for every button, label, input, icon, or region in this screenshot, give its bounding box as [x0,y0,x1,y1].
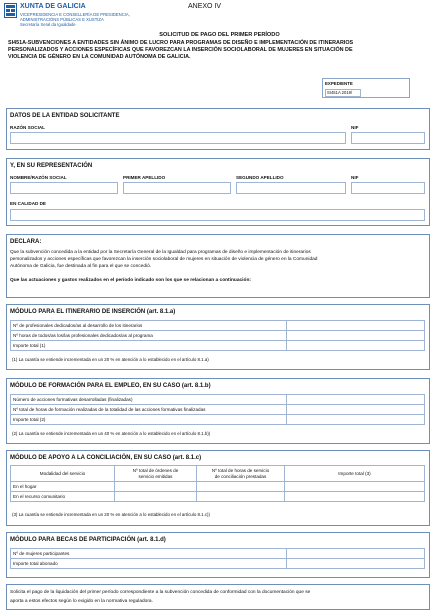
col-header-ordenes [115,466,197,482]
rep-nif-field[interactable] [351,182,425,194]
declara-section [6,234,430,298]
segundo-apellido-field[interactable] [236,182,346,194]
table-row [11,559,425,569]
modulo-conciliacion-section [6,450,430,526]
row-label: Nº de mujeres participantes [11,549,287,559]
value-field[interactable] [287,405,425,415]
declara-line-1: Que la subvención concedida a la entidad por la Secretaría General de la Igualdad para programas de diseño e implementación de itinerarios [10,250,311,255]
table-row [11,492,425,502]
modulo-formacion-note: (2) La cuantía se entiende incrementada en un 40 % en atención a lo establecido en el artículo 8.1.b)) [12,431,211,436]
modulo-itinerario-note: (1) La cuantía se entiende incrementada en un 20 % en atención a lo establecido en el artículo 8.1.a) [12,357,209,362]
entity-heading: DATOS DE LA ENTIDAD SOLICITANTE [10,113,120,119]
declara-heading: DECLARA: [10,239,42,245]
table-row [11,331,425,341]
table-row [11,341,425,351]
col-header-horas [197,466,285,482]
table-row [11,482,425,492]
value-field[interactable] [115,492,197,502]
table-row [11,395,425,405]
row-label: Nº horas de todos/as los/las profesionales dedicados/as al programa [11,331,287,341]
expediente-box [322,78,410,98]
row-label: En el recurso comunitario [11,492,115,502]
value-field[interactable] [287,321,425,331]
dept-line-2: ADMINISTRACIÓNS PÚBLICAS E XUSTIZA [20,17,104,22]
page-title: SOLICITUD DE PAGO DEL PRIMER PERÍODO [159,32,280,38]
row-label: Importe total (2) [11,415,287,425]
modulo-formacion-section [6,378,430,444]
declara-line-3: Autónoma de Galicia, fue destinada al fin para el que se concedió. [10,264,152,269]
dept-line-3: Secretaría Xeral da Igualdade [20,22,76,27]
row-label: Nº total de horas de formación realizadas de la totalidad de las acciones formativas finalizadas [11,405,287,415]
value-field[interactable] [197,492,285,502]
segundo-apellido-label: SEGUNDO APELLIDO [236,175,284,180]
value-field[interactable] [287,331,425,341]
value-field[interactable] [197,482,285,492]
subtitle-line-1: SI451A-SUBVENCIONES A ENTIDADES SIN ÁNIMO DE LUCRO PARA PROGRAMAS DE DISEÑO E IMPLEMENTACIÓN DE ITINERARIOS [8,40,354,46]
razon-social-field[interactable] [10,132,346,144]
table-row [11,415,425,425]
declara-line-4: Que las actuaciones y gastos realizados en el período indicado son los que se relacionan a continuación: [10,278,251,283]
row-label: Nº de profesionales dedicados/as al desarrollo de los itinerarios [11,321,287,331]
modulo-itinerario-table [10,320,425,351]
subtitle-line-2: PERSONALIZADOS Y ACCIONES ESPECÍFICAS QUE FAVOREZCAN LA INSERCIÓN SOCIOLABORAL DE MUJERES EN SITUACIÓN DE [8,47,353,53]
declara-line-2: personalizados y acciones específicas que favorezcan la inserción sociolaboral de mujeres en situación de violencia de género en la Comunidad [10,257,318,262]
row-label: Importe total (1) [11,341,287,351]
value-field[interactable] [287,549,425,559]
expediente-label: EXPEDIENTE [325,81,353,86]
col-header-importe [285,466,425,482]
solicita-line-2: aporta a estos efectos según lo exigido en la normativa reguladora. [10,599,153,604]
representative-section [6,158,430,226]
col-header-modalidad [11,466,115,482]
dept-line-1: VICEPRESIDENCIA E CONSELLERÍA DE PRESIDENCIA, [20,12,130,17]
col-header-horas-line-2: de conciliación prestadas [214,473,267,479]
row-label: Importe total abonado [11,559,287,569]
modulo-conciliacion-table [10,465,425,502]
col-header-ordenes-line-1: Nº total de órdenes de [132,468,179,473]
modulo-becas-heading: MÓDULO PARA BECAS DE PARTICIPACIÓN (art. 8.1.d) [10,537,166,543]
modulo-itinerario-heading: MÓDULO PARA EL ITINERARIO DE INSERCIÓN (art. 8.1.a) [10,309,176,315]
razon-social-label: RAZÓN SOCIAL [10,125,45,130]
row-label: En el hogar [11,482,115,492]
en-calidad-label: EN CALIDAD DE [10,201,46,206]
modulo-itinerario-section [6,304,430,370]
col-header-modalidad-text: Modalidad del servicio [39,471,86,476]
entity-section [6,108,430,150]
nombre-label: NOMBRE/RAZÓN SOCIAL [10,175,67,180]
table-header-row [11,466,425,482]
value-field[interactable] [287,341,425,351]
value-field[interactable] [115,482,197,492]
table-row [11,405,425,415]
expediente-value[interactable]: SI451A 2019/ [325,89,361,97]
rep-nif-label: NIF [351,175,359,180]
value-field[interactable] [287,415,425,425]
modulo-formacion-heading: MÓDULO DE FORMACIÓN PARA EL EMPLEO, EN SU CASO (art. 8.1.b) [10,383,211,389]
en-calidad-field[interactable] [10,209,425,221]
value-field[interactable] [285,482,425,492]
modulo-conciliacion-note: (3) La cuantía se entiende incrementada en un 20 % en atención a lo establecido en el artículo 8.1.c)) [12,512,210,517]
col-header-importe-text: Importe total (3) [338,471,371,476]
solicita-section [6,584,430,610]
table-row [11,549,425,559]
col-header-horas-line-1: Nº total de horas de servicio [211,468,270,473]
value-field[interactable] [285,492,425,502]
xunta-logo [4,3,17,18]
value-field[interactable] [287,559,425,569]
xunta-shield-icon [4,3,17,18]
primer-apellido-field[interactable] [123,182,231,194]
modulo-formacion-table [10,394,425,425]
solicita-line-1: Solicita el pago de la liquidación del primer período correspondiente a la subvención concedida de conformidad con la documentación que se [10,590,311,595]
table-row [11,321,425,331]
modulo-conciliacion-heading: MÓDULO DE APOYO A LA CONCILIACIÓN, EN SU CASO (art. 8.1.c) [10,455,202,461]
col-header-ordenes-line-2: servicio emitidas [138,473,173,479]
modulo-becas-section [6,532,430,578]
subtitle-line-3: VIOLENCIA DE GÉNERO EN LA COMUNIDAD AUTÓNOMA DE GALICIA. [8,54,191,60]
nif-label: NIF [351,125,359,130]
primer-apellido-label: PRIMER APELLIDO [123,175,166,180]
modulo-becas-table [10,548,425,569]
org-name: XUNTA DE GALICIA [20,3,86,10]
nombre-field[interactable] [10,182,118,194]
representative-heading: Y, EN SU REPRESENTACIÓN [10,163,93,169]
row-label: Número de acciones formativas desarrolladas (finalizadas) [11,395,287,405]
annex-label: ANEXO IV [188,3,222,10]
nif-field[interactable] [351,132,425,144]
value-field[interactable] [287,395,425,405]
